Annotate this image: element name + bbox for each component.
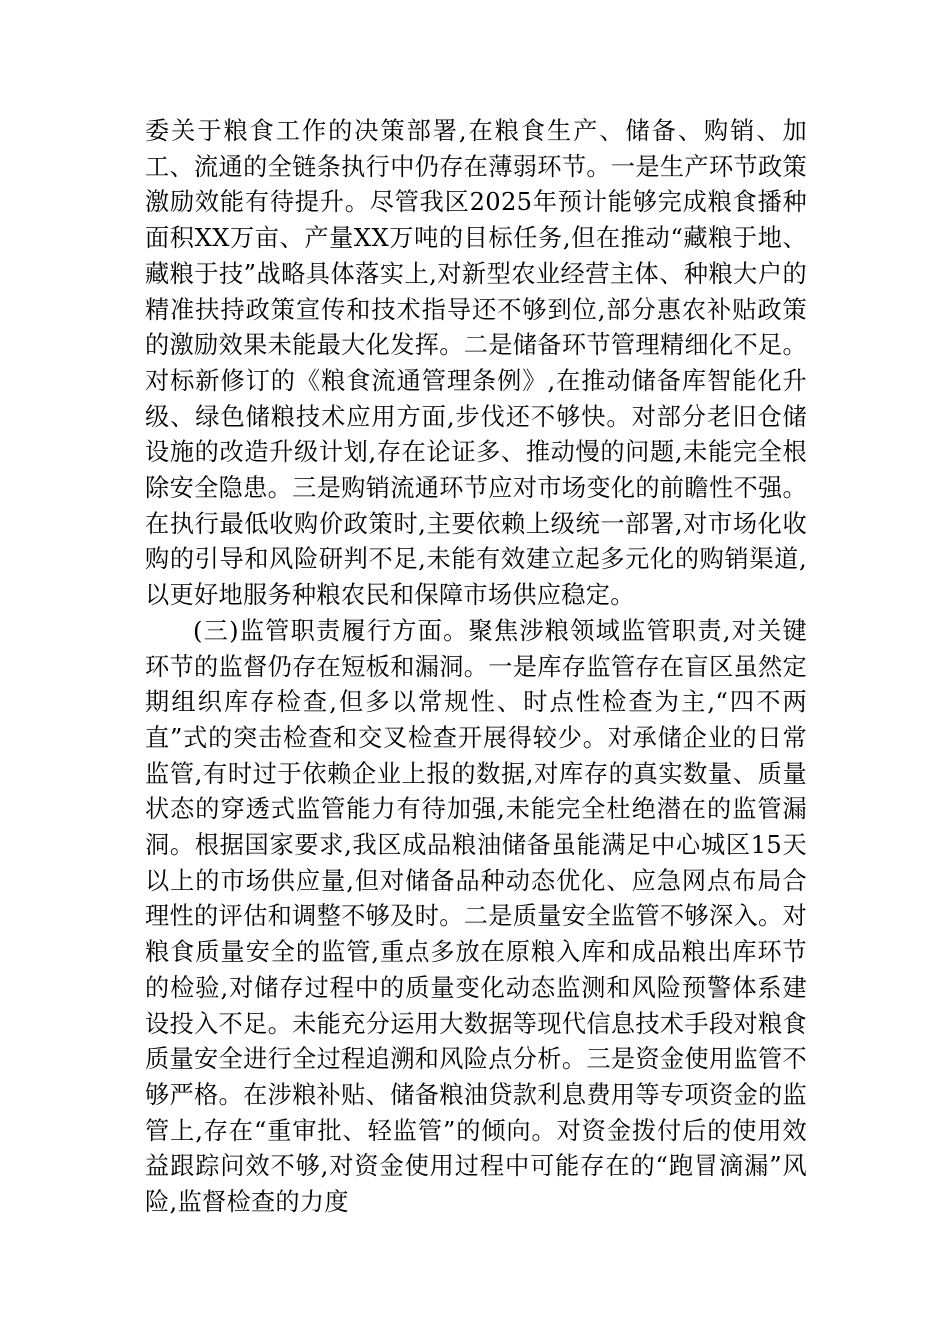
paragraph-supervision-duties: (三)监管职责履行方面。聚焦涉粮领域监管职责,对关键环节的监督仍存在短板和漏洞。一是库存监管存在盲区虽然定期组织库存检查,但多以常规性、时点性检查为主,“四不两直”式的突击检查和交叉检查开展得较少。对承储企业的日常监管,有时过于依赖企业上报的数据,对库存的真实数量、质量状态的穿透式监管能力有待加强,未能完全杜绝潜在的监管漏洞。根据国家要求,我区成品粮油储备虽能满足中心城区15天以上的市场供应量,但对储备品种动态优化、应急网点布局合理性的评估和调整不够及时。二是质量安全监管不够深入。对粮食质量安全的监管,重点多放在原粮入库和成品粮出库环节的检验,对储存过程中的质量变化动态监测和风险预警体系建设投入不足。未能充分运用大数据等现代信息技术手段对粮食质量安全进行全过程追溯和风险点分析。三是资金使用监管不够严格。在涉粮补贴、储备粮油贷款利息费用等专项资金的监管上,存在“重审批、轻监管”的倾向。对资金拨付后的使用效益跟踪问效不够,对资金使用过程中可能存在的“跑冒滴漏”风险,监督检查的力度 [145, 616, 807, 1217]
paragraph-grain-chain-weakness: 委关于粮食工作的决策部署,在粮食生产、储备、购销、加工、流通的全链条执行中仍存在薄弱环节。一是生产环节政策激励效能有待提升。尽管我区2025年预计能够完成粮食播种面积XX万亩、产量XX万吨的目标任务,但在推动“藏粮于地、藏粮于技”战略具体落实上,对新型农业经营主体、种粮大户的精准扶持政策宣传和技术指导还不够到位,部分惠农补贴政策的激励效果未能最大化发挥。二是储备环节管理精细化不足。对标新修订的《粮食流通管理条例》,在推动储备库智能化升级、绿色储粮技术应用方面,步伐还不够快。对部分老旧仓储设施的改造升级计划,存在论证多、推动慢的问题,未能完全根除安全隐患。三是购销流通环节应对市场变化的前瞻性不强。在执行最低收购价政策时,主要依赖上级统一部署,对市场化收购的引导和风险研判不足,未能有效建立起多元化的购销渠道,以更好地服务种粮农民和保障市场供应稳定。 [145, 117, 807, 610]
document-body [145, 114, 807, 1221]
